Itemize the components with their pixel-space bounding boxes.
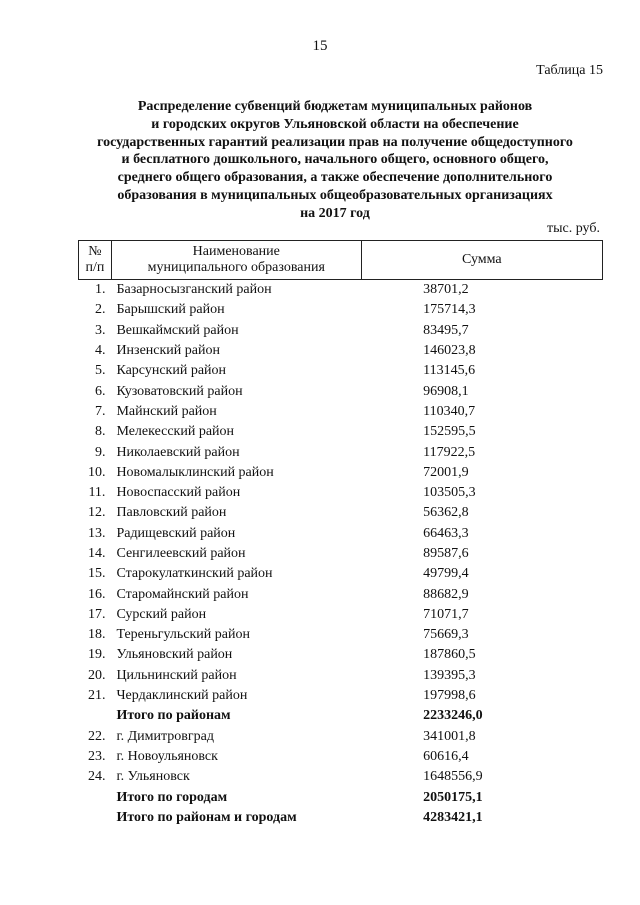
table-row (79, 605, 603, 625)
row-name-cell: Николаевский район (116, 444, 240, 460)
units-label: тыс. руб. (547, 221, 600, 236)
row-number-cell: 21. (87, 688, 106, 704)
title-line: Распределение субвенций бюджетам муниципальных районов (137, 99, 533, 114)
title-line: государственных гарантий реализации прав на получение общедоступного (97, 134, 573, 150)
row-number-cell: 18. (87, 627, 106, 643)
title-line: и бесплатного дошкольного, начального общего, основного общего, (121, 152, 549, 168)
header-name-line: муниципального образования (147, 260, 325, 275)
table-header (79, 241, 603, 280)
row-name-cell: Тереньгульский район (116, 627, 250, 643)
title-line: образования в муниципальных общеобразовательных организациях (117, 187, 553, 203)
table-row (79, 686, 603, 706)
row-sum-cell: 89587,6 (423, 546, 469, 561)
header-number-line: № (88, 244, 102, 259)
row-name-cell: Итого по районам и городам (116, 809, 297, 825)
table-header-row (79, 241, 603, 280)
row-name-cell: Старомайнский район (116, 586, 249, 602)
row-name-cell: Кузоватовский район (116, 383, 243, 399)
table-row (79, 544, 603, 564)
row-number-cell: 17. (87, 606, 106, 622)
row-sum-cell: 187860,5 (423, 647, 476, 663)
row-name-cell: Чердаклинский район (116, 688, 248, 704)
row-number-cell: 4. (94, 343, 106, 359)
row-sum-cell: 2050175,1 (423, 789, 483, 805)
row-sum-cell: 60616,4 (423, 748, 469, 764)
row-number-cell: 12. (87, 505, 106, 521)
row-number-cell: 23. (87, 748, 106, 764)
row-number-cell: 1. (94, 282, 106, 298)
row-sum-cell: 72001,9 (423, 464, 469, 480)
table-row (79, 584, 603, 604)
row-sum-cell: 88682,9 (423, 586, 469, 602)
table-body (79, 280, 603, 829)
row-number-cell: 13. (87, 525, 106, 541)
table-row (79, 564, 603, 584)
row-name-cell: Инзенский район (116, 343, 220, 359)
row-name-cell: Вешкаймский район (116, 322, 239, 338)
row-sum-cell: 96908,1 (423, 383, 469, 399)
subvention-table (78, 240, 603, 828)
table-row (79, 747, 603, 767)
row-name-cell: Сурский район (116, 606, 207, 622)
header-name-line: Наименование (192, 244, 280, 259)
row-name-cell: Сенгилеевский район (116, 546, 246, 561)
row-sum-cell: 2233246,0 (423, 708, 483, 724)
table-label: Таблица 15 (536, 63, 603, 78)
table-row (79, 524, 603, 544)
row-name-cell: Новомалыклинский район (116, 464, 274, 480)
row-sum-cell: 49799,4 (423, 566, 469, 582)
row-sum-cell: 110340,7 (423, 403, 476, 419)
document-title (60, 98, 610, 223)
page-number: 15 (312, 38, 328, 54)
table-row (79, 341, 603, 361)
row-name-cell: Радищевский район (116, 525, 236, 541)
row-name-cell: Старокулаткинский район (116, 566, 273, 582)
row-number-cell: 20. (87, 667, 106, 683)
table-row (79, 645, 603, 665)
row-number-cell: 5. (94, 363, 106, 379)
row-number-cell: 6. (94, 383, 106, 399)
row-number-cell: 8. (94, 424, 106, 440)
table-row (79, 280, 603, 301)
table-row (79, 503, 603, 523)
row-sum-cell: 341001,8 (423, 728, 476, 744)
row-name-cell: Итого по городам (116, 789, 228, 805)
row-sum-cell: 56362,8 (423, 505, 469, 521)
table-row (79, 422, 603, 442)
row-name-cell: г. Ульяновск (116, 769, 190, 785)
row-number-cell: 3. (94, 322, 106, 338)
row-name-cell: г. Димитровград (116, 728, 214, 744)
header-name (111, 241, 361, 280)
title-line: на 2017 год (300, 205, 370, 221)
table-row (79, 361, 603, 381)
row-sum-cell: 71071,7 (423, 606, 469, 622)
header-number-line: п/п (85, 260, 105, 275)
title-line: среднего общего образования, а также обеспечение дополнительного (117, 170, 553, 186)
row-name-cell: Итого по районам (116, 708, 231, 724)
row-name-cell: Цильнинский район (116, 667, 237, 683)
table-row (79, 625, 603, 645)
row-sum-cell: 175714,3 (423, 302, 476, 318)
table-row (79, 666, 603, 686)
table-row (79, 381, 603, 401)
row-sum-cell: 1648556,9 (423, 769, 483, 785)
row-sum-cell: 146023,8 (423, 343, 476, 359)
table-row (79, 727, 603, 747)
table-row (79, 321, 603, 341)
row-sum-cell: 66463,3 (423, 525, 469, 541)
row-number-cell: 14. (87, 546, 106, 561)
row-sum-cell: 4283421,1 (423, 809, 483, 825)
row-name-cell: Карсунский район (116, 363, 227, 379)
row-name-cell: г. Новоульяновск (116, 748, 218, 764)
row-number-cell: 24. (87, 769, 106, 785)
row-number-cell (79, 808, 112, 828)
row-sum-cell: 197998,6 (423, 688, 476, 704)
row-number-cell: 11. (88, 485, 106, 501)
row-name-cell: Базарносызганский район (116, 282, 272, 298)
row-number-cell: 22. (87, 728, 106, 744)
table-row (79, 402, 603, 422)
row-number-cell: 9. (94, 444, 106, 460)
row-sum-cell: 38701,2 (423, 282, 469, 298)
title-line: и городских округов Ульяновской области на обеспечение (151, 116, 519, 132)
row-number-cell (79, 706, 112, 726)
row-name-cell: Павловский район (116, 505, 227, 521)
table-total-row (79, 808, 603, 828)
row-sum-cell: 113145,6 (423, 363, 476, 379)
header-sum: Сумма (361, 241, 602, 280)
table-row (79, 442, 603, 462)
row-name-cell: Новоспасский район (116, 485, 241, 501)
row-sum-cell: 83495,7 (423, 322, 469, 338)
row-number-cell: 10. (87, 464, 106, 480)
row-name-cell: Барышский район (116, 302, 225, 318)
row-number-cell: 16. (87, 586, 106, 602)
row-name-cell: Ульяновский район (116, 647, 233, 663)
row-sum-cell: 139395,3 (423, 667, 476, 683)
row-sum-cell: 103505,3 (423, 485, 476, 501)
row-number-cell: 2. (94, 302, 106, 318)
table-total-row (79, 706, 603, 726)
header-number (79, 241, 112, 280)
table-total-row (79, 787, 603, 807)
row-number-cell: 19. (87, 647, 106, 663)
row-sum-cell: 75669,3 (423, 627, 469, 643)
table-row (79, 767, 603, 787)
row-sum-cell: 117922,5 (423, 444, 476, 460)
row-number-cell (79, 787, 112, 807)
row-name-cell: Майнский район (116, 403, 217, 419)
row-number-cell: 7. (94, 403, 106, 419)
table-row (79, 300, 603, 320)
row-number-cell: 15. (87, 566, 106, 582)
table-row (79, 483, 603, 503)
table-row (79, 463, 603, 483)
row-name-cell: Мелекесский район (116, 424, 235, 440)
row-sum-cell: 152595,5 (423, 424, 476, 440)
